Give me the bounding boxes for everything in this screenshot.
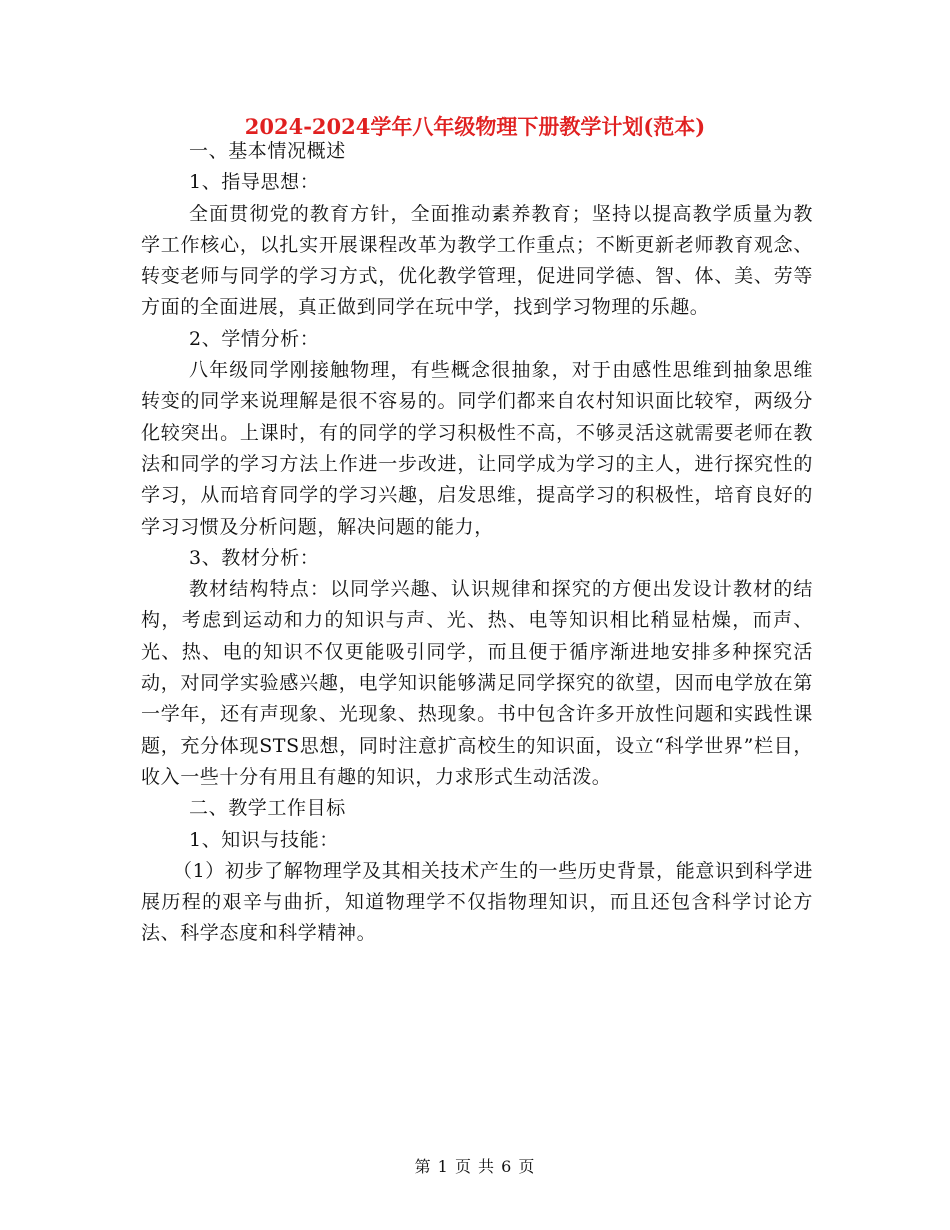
subheading-textbook-analysis: 3、教材分析： <box>189 546 320 569</box>
paragraph-student-analysis: 八年级同学刚接触物理，有些概念很抽象，对于由感性思维到抽象思维转变的同学来说理解是很不容易的。同学们都来自农村知识面比较窄，两级分化较突出。上课时，有的同学的学习积极性不高，不够灵活这就需要老师在教法和同学的学习方法上作进一步改进，让同学成为学习的主人，进行探究性的学习，从而培育同学的学习兴趣，启发思维，提高学习的积极性，培育良好的学习习惯及分析问题，解决问题的能力， <box>141 359 813 538</box>
paragraph-knowledge-skills-1: （1）初步了解物理学及其相关技术产生的一些历史背景，能意识到科学进展历程的艰辛与曲折，知道物理学不仅指物理知识，而且还包含科学讨论方法、科学态度和科学精神。 <box>141 859 813 945</box>
paragraph-textbook-analysis: 教材结构特点：以同学兴趣、认识规律和探究的方便出发设计教材的结构，考虑到运动和力的知识与声、光、热、电等知识相比稍显枯燥，而声、光、热、电的知识不仅更能吸引同学，而且便于循序渐进地安排多种探究活动，对同学实验感兴趣，电学知识能够满足同学探究的欲望，因而电学放在第一学年，还有声现象、光现象、热现象。书中包含许多开放性问题和实践性课题，充分体现STS思想，同时注意扩高校生的知识面，设立“科学世界”栏目，收入一些十分有用且有趣的知识，力求形式生动活泼。 <box>141 578 813 788</box>
document-body <box>141 136 813 950</box>
document-title: 2024-2024学年八年级物理下册教学计划(范本) <box>244 114 706 139</box>
subheading-guiding-ideology: 1、指导思想： <box>189 171 320 194</box>
subheading-student-analysis: 2、学情分析： <box>189 327 320 350</box>
subheading-knowledge-skills: 1、知识与技能： <box>189 828 339 851</box>
paragraph-guiding-ideology: 全面贯彻党的教育方针，全面推动素养教育；坚持以提高教学质量为教学工作核心，以扎实开展课程改革为教学工作重点；不断更新老师教育观念、转变老师与同学的学习方式，优化教学管理，促进同学德、智、体、美、劳等方面的全面进展，真正做到同学在玩中学，找到学习物理的乐趣。 <box>141 202 813 319</box>
page-number: 第 1 页 共 6 页 <box>414 1157 536 1176</box>
section-heading-overview: 一、基本情况概述 <box>189 140 346 162</box>
section-heading-goals: 二、教学工作目标 <box>189 797 346 820</box>
